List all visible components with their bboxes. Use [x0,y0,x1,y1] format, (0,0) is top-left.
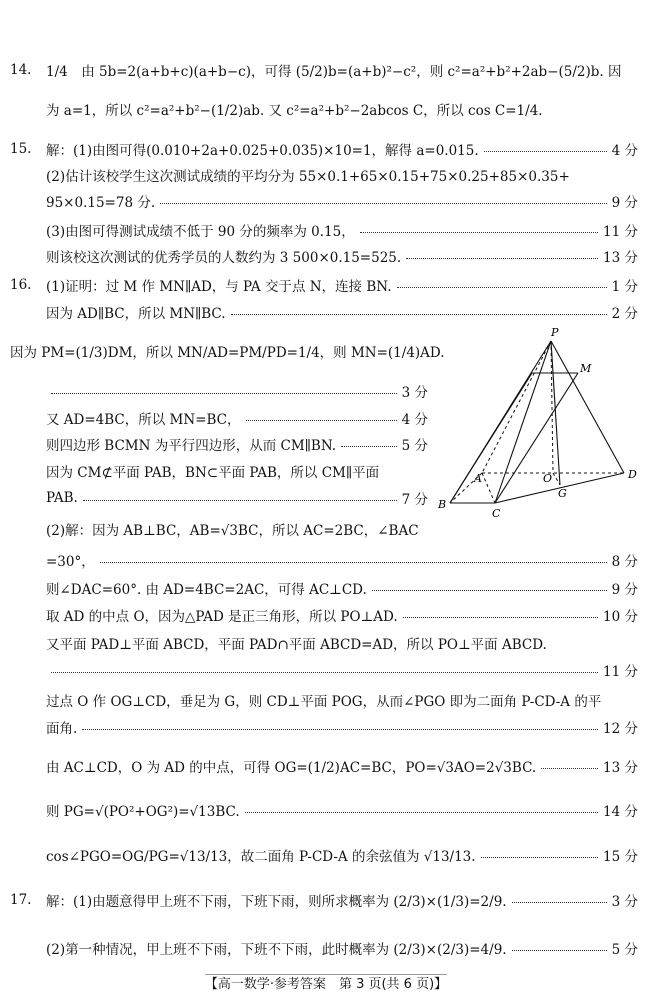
line-text: 解：(1)由题意得甲上班不下雨，下班下雨，则所求概率为 (2/3)×(1/3)=2/9. [46,894,507,910]
text-line [10,756,638,776]
text-line [10,605,638,625]
line-text: 则 PG=√(PO²+OG²)=√13BC. [46,804,240,820]
score-label: 11 分 [603,224,638,240]
dot-leader [82,729,598,730]
line-text: 95×0.15=78 分. [46,195,156,211]
score-label: 13 分 [603,250,638,266]
text-line [10,550,638,570]
dot-leader [246,420,397,421]
text-line [10,191,638,211]
text-line [10,246,638,266]
line-text: 取 AD 的中点 O，因为△PAD 是正三角形，所以 PO⊥AD. [46,609,398,625]
line-text: 由 AC⊥CD，O 为 AD 的中点，可得 OG=(1/2)AC=BC，PO=√3AO=2√3BC. [46,760,537,776]
text-line [10,381,428,401]
line-text: 1/4 由 5b=2(a+b+c)(a+b−c)，可得 (5/2)b=(a+b)²−c²，则 c²=a²+b²+2ab−(5/2)b. 因 [46,64,622,80]
dot-leader [397,287,607,288]
line-text: 又平面 PAD⊥平面 ABCD，平面 PAD∩平面 ABCD=AD，所以 PO⊥平面 ABCD. [46,637,547,653]
edge-PA [482,341,551,473]
text-line [10,845,638,865]
score-label: 15 分 [603,849,638,865]
label-M: M [580,362,592,375]
text-line [10,60,638,80]
text-line [10,408,428,428]
line-text: 过点 O 作 OG⊥CD，垂足为 G，则 CD⊥平面 POG，从而∠PGO 即为二面角 P-CD-A 的平 [46,694,602,710]
dot-leader [51,672,598,673]
dot-leader [541,768,598,769]
score-label: 13 分 [603,760,638,776]
score-label: 1 分 [611,279,638,295]
line-text: =30°， [46,554,95,570]
text-line [10,519,428,539]
line-text: (2)解：因为 AB⊥BC，AB=√3BC，所以 AC=2BC，∠BAC [46,523,419,539]
line-CM [495,373,578,503]
text-line [10,220,638,240]
label-D: D [628,468,637,481]
score-label: 14 分 [603,804,638,820]
dot-leader [403,617,598,618]
dot-leader [512,902,607,903]
dot-leader [341,446,397,447]
score-label: 5 分 [401,438,428,454]
text-line [10,660,638,680]
line-text: (1)证明：过 M 作 MN∥AD，与 PA 交于点 N，连接 BN. [46,279,392,295]
line-text: PAB. [46,490,78,506]
dot-leader [100,562,607,563]
score-label: 5 分 [611,942,638,958]
text-line [10,890,638,910]
score-label: 9 分 [611,195,638,211]
text-line [10,275,638,295]
line-text: 则∠DAC=60°. 由 AD=4BC=2AC，可得 AC⊥CD. [46,582,367,598]
dot-leader [481,857,598,858]
text-line [10,633,638,653]
pyramid-figure [430,325,640,525]
label-A: A [474,472,482,485]
dot-leader [83,500,397,501]
edge-AC [482,473,495,503]
line-text: (3)由图可得测试成绩不低于 90 分的频率为 0.15， [46,224,355,240]
text-line [10,341,445,361]
line-text: 因为 CM⊄平面 PAB，BN⊂平面 PAB，所以 CM∥平面 [46,465,380,481]
question-number: 17. [10,892,32,908]
dot-leader [245,812,598,813]
score-label: 4 分 [401,412,428,428]
dot-leader [372,590,607,591]
text-line [10,938,638,958]
line-BN [450,373,532,503]
dot-leader [512,950,607,951]
dot-leader [406,258,598,259]
score-label: 9 分 [611,582,638,598]
text-line [10,578,638,598]
text-line [10,717,638,737]
label-C: C [492,507,501,520]
label-B: B [438,498,447,511]
line-text: cos∠PGO=OG/PG=√13/13，故二面角 P-CD-A 的余弦值为 √13/13. [46,849,476,865]
question-number: 15. [10,141,32,157]
dot-leader [231,314,607,315]
text-line [10,488,428,508]
score-label: 7 分 [401,492,428,508]
dot-leader [360,232,598,233]
score-label: 3 分 [611,894,638,910]
line-text: 面角. [46,721,78,737]
dot-leader [160,203,606,204]
footer-text: 【高一数学·参考答案 第 3 页(共 6 页)】 [205,974,447,992]
label-P: P [551,326,559,339]
line-text: 解：(1)由图可得(0.010+2a+0.025+0.035)×10=1，解得 a=0.015. [46,143,479,159]
question-number: 14. [10,62,32,78]
line-text: 又 AD=4BC，所以 MN=BC， [46,412,241,428]
score-label: 4 分 [611,143,638,159]
text-line [10,99,638,119]
score-label: 8 分 [611,554,638,570]
line-text: 则四边形 BCMN 为平行四边形，从而 CM∥BN. [46,438,337,454]
line-text: (2)第一种情况，甲上班不下雨，下班不下雨，此时概率为 (2/3)×(2/3)=4/9. [46,942,507,958]
line-text: 因为 AD∥BC，所以 MN∥BC. [46,306,226,322]
text-line [10,434,428,454]
score-label: 10 分 [603,609,638,625]
text-line [10,461,428,481]
line-text: 为 a=1，所以 c²=a²+b²−(1/2)ab. 又 c²=a²+b²−2abcos C，所以 cos C=1/4. [46,103,543,119]
text-line [10,302,638,322]
dot-leader [51,393,397,394]
line-text: 则该校这次测试的优秀学员的人数约为 3 500×0.15=525. [46,250,402,266]
text-line [10,800,638,820]
page-footer [0,973,652,992]
score-label: 12 分 [603,721,638,737]
label-O: O [543,472,553,485]
text-line [10,690,638,710]
text-line [10,165,638,185]
score-label: 2 分 [611,306,638,322]
score-label: 3 分 [401,385,428,401]
text-line [10,139,638,159]
edge-PD [551,341,624,473]
line-text: 因为 PM=(1/3)DM，所以 MN/AD=PM/PD=1/4，则 MN=(1/4)AD. [10,345,445,361]
question-number: 16. [10,277,32,293]
label-G: G [558,487,567,500]
dot-leader [484,151,607,152]
score-label: 11 分 [603,664,638,680]
line-text: (2)估计该校学生这次测试成绩的平均分为 55×0.1+65×0.15+75×0.25+85×0.35+ [46,169,570,185]
